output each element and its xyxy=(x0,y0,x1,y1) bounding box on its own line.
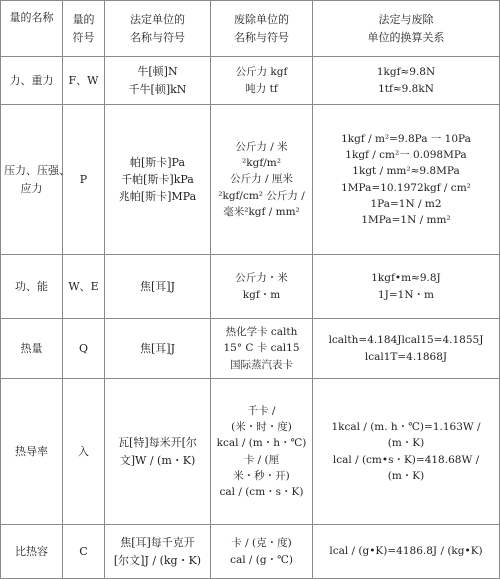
cell-text: 焦[耳]J xyxy=(140,341,175,355)
cell-text: 1MPa=1N / mm² xyxy=(361,214,451,227)
quantity-name-cell xyxy=(1,255,63,319)
cell-text: ²kgf/cm² 公斤力 / xyxy=(218,189,305,202)
cell-text: 公斤力 kgf xyxy=(235,66,288,79)
quantity-symbol-cell xyxy=(63,525,105,579)
legal-unit-cell xyxy=(105,525,211,579)
conversion-cell xyxy=(313,525,500,579)
cell-text: 米・秒・开) xyxy=(233,469,290,482)
header-conversion xyxy=(313,1,500,57)
cell-text: C xyxy=(79,544,88,558)
quantity-symbol-cell xyxy=(63,379,105,525)
header-quantity-symbol xyxy=(63,1,105,57)
quantity-symbol-cell xyxy=(63,57,105,105)
cell-text: 压力、压强、 xyxy=(4,164,70,178)
cell-text: 功、能 xyxy=(15,279,48,293)
cell-text: kgf・m xyxy=(242,288,281,301)
cell-text: 力、重力 xyxy=(9,73,54,87)
header-text: 符号 xyxy=(72,30,95,44)
cell-text: 1kgf / cm²一 0.098MPa xyxy=(345,148,467,161)
header-row xyxy=(1,1,500,57)
cell-text: [尔文]J / (kg・K) xyxy=(113,553,202,567)
conversion-cell xyxy=(313,379,500,525)
cell-text: lcal1T=4.1868J xyxy=(364,350,448,363)
cell-text: 热化学卡 calth xyxy=(225,326,298,339)
header-text: 量的 xyxy=(72,13,95,27)
cell-text: 卡 / (厘 xyxy=(243,453,280,466)
cell-text: 入 xyxy=(78,444,89,458)
cell-text: F、W xyxy=(68,73,99,87)
conversion-cell xyxy=(313,255,500,319)
cell-text: 1J=1N・m xyxy=(377,288,434,301)
cell-text: 文]W / (m・K) xyxy=(119,453,196,467)
cell-text: 1MPa=10.1972kgf / cm² xyxy=(341,181,471,194)
cell-text: 15° C 卡 cal15 xyxy=(223,342,300,355)
abolished-unit-cell xyxy=(211,525,313,579)
cell-text: 热导率 xyxy=(15,444,48,458)
abolished-unit-cell xyxy=(211,319,313,379)
conversion-cell xyxy=(313,57,500,105)
cell-text: 千卡 / xyxy=(247,404,276,417)
cell-text: 卡 / (克・度) xyxy=(231,537,292,550)
quantity-name-cell xyxy=(1,525,63,579)
cell-text: 1Pa=1N / m2 xyxy=(370,197,442,210)
cell-text: 比热容 xyxy=(15,544,48,558)
cell-text: P xyxy=(79,172,88,186)
cell-text: 焦[耳]J xyxy=(140,279,175,293)
quantity-name-cell xyxy=(1,319,63,379)
cell-text: lcalth=4.184Jlcal15=4.1855J xyxy=(328,334,484,347)
legal-unit-cell xyxy=(105,379,211,525)
legal-unit-cell xyxy=(105,57,211,105)
quantity-name-cell xyxy=(1,57,63,105)
header-legal-unit xyxy=(105,1,211,57)
cell-text: W、E xyxy=(68,279,99,293)
cell-text: 吨力 tf xyxy=(245,82,278,95)
conversion-cell xyxy=(313,319,500,379)
header-text: 法定与废除 xyxy=(378,13,434,27)
cell-text: ²kgf/m² xyxy=(242,157,281,170)
table-row xyxy=(1,105,500,255)
quantity-name-cell xyxy=(1,105,70,255)
cell-text: 1kgt / mm²≈9.8MPa xyxy=(352,165,460,178)
cell-text: 公斤力 / 米 xyxy=(235,140,288,153)
cell-text: 瓦[特]每米开[尔 xyxy=(118,436,197,450)
quantity-symbol-cell xyxy=(63,105,105,255)
header-text: 名称与符号 xyxy=(130,30,185,44)
cell-text: cal / (g・℃) xyxy=(230,553,293,566)
cell-text: 国际蒸汽表卡 xyxy=(230,358,293,371)
header-abolished-unit xyxy=(211,1,313,57)
table-row xyxy=(1,57,500,105)
cell-text: 1kcal / (m. h・℃)=1.163W / xyxy=(331,420,481,433)
cell-text: 帕[斯卡]Pa xyxy=(129,155,186,169)
header-text: 单位的换算关系 xyxy=(367,30,445,44)
cell-text: kcal / (m・h・℃) xyxy=(216,437,307,450)
abolished-unit-cell xyxy=(211,379,313,525)
legal-unit-cell xyxy=(105,319,211,379)
cell-text: cal / (cm・s・K) xyxy=(219,486,304,499)
quantity-symbol-cell xyxy=(63,255,105,319)
legal-unit-cell xyxy=(105,255,211,319)
legal-unit-cell xyxy=(105,105,211,255)
table-row xyxy=(1,525,500,579)
cell-text: lcal / (cm•s・K)=418.68W / xyxy=(332,453,480,466)
cell-text: 毫米²kgf / mm² xyxy=(223,205,300,218)
cell-text: 公斤力 / 厘米 xyxy=(230,173,293,186)
cell-text: 焦[耳]每千克开 xyxy=(120,536,195,550)
header-quantity-name xyxy=(1,1,63,57)
header-text: 量的名称 xyxy=(9,11,54,24)
cell-text: 千帕[斯卡]kPa xyxy=(121,172,194,186)
cell-text: 兆帕[斯卡]MPa xyxy=(118,190,197,204)
abolished-unit-cell xyxy=(211,57,313,105)
cell-text: 热量 xyxy=(20,341,43,355)
cell-text: 1kgf / m²=9.8Pa 一 10Pa xyxy=(341,132,471,145)
cell-text: 应力 xyxy=(20,181,43,195)
cell-text: (m・K) xyxy=(387,437,425,450)
cell-text: Q xyxy=(78,341,89,355)
cell-text: 1kgf•m≈9.8J xyxy=(371,272,441,285)
cell-text: 千牛[顿]kN xyxy=(128,82,187,96)
cell-text: 公斤力・米 xyxy=(235,272,288,285)
cell-text: 1kgf≈9.8N xyxy=(376,66,436,79)
cell-text: (米・时・度) xyxy=(231,420,292,433)
cell-text: 1tf≈9.8kN xyxy=(378,82,434,95)
quantity-name-cell xyxy=(1,379,63,525)
header-text: 废除单位的 xyxy=(234,13,289,27)
header-text: 法定单位的 xyxy=(130,13,185,27)
abolished-unit-cell xyxy=(211,105,313,255)
quantity-symbol-cell xyxy=(63,319,105,379)
table-row xyxy=(1,379,500,525)
cell-text: lcal / (g•K)=4186.8J / (kg•K) xyxy=(329,545,483,558)
table-row xyxy=(1,255,500,319)
table-row xyxy=(1,319,500,379)
header-text: 名称与符号 xyxy=(234,30,289,44)
conversion-cell xyxy=(313,105,500,255)
cell-text: (m・K) xyxy=(387,469,425,482)
abolished-unit-cell xyxy=(211,255,313,319)
cell-text: 牛[顿]N xyxy=(137,65,178,79)
